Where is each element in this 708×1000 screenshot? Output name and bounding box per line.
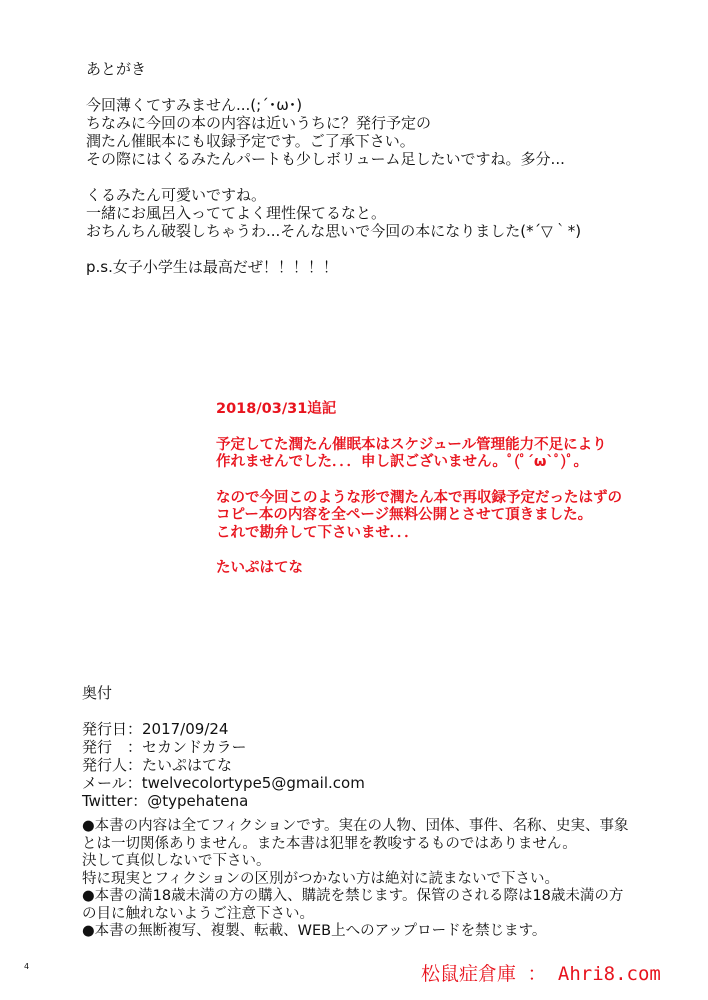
colophon-circle: 発行 ：セカンドカラー <box>82 738 247 756</box>
colophon-date: 発行日：2017/09/24 <box>82 720 229 738</box>
afterword-line: おちんちん破裂しちゃうわ...そんな思いで今回の本になりました(*´▽｀*) <box>86 222 582 240</box>
addendum-line: なので今回このような形で潤たん本で再収録予定だったはずの <box>216 489 622 506</box>
afterword-line: くるみたん可愛いですね。 <box>86 186 267 204</box>
addendum-note <box>216 401 622 578</box>
disclaimer-section <box>82 818 629 941</box>
page-number: 4 <box>24 962 30 971</box>
colophon-twitter: Twitter：@typehatena <box>82 792 249 810</box>
postscript <box>86 258 338 276</box>
addendum-line: 予定してた潤たん催眠本はスケジュール管理能力不足により <box>216 436 607 453</box>
afterword-section <box>86 60 581 240</box>
colophon-heading: 奥付 <box>82 684 113 702</box>
colophon-email: メール：twelvecolortype5@gmail.com <box>82 774 365 792</box>
afterword-line: 今回薄くてすみません...(;´･ω･) <box>86 96 303 114</box>
addendum-signature: たいぷはてな <box>216 560 303 576</box>
disclaimer-line: の目に触れないようご注意下さい。 <box>82 905 314 922</box>
watermark-text: 松鼠症倉庫 ： Ahri8.com <box>421 963 661 985</box>
colophon-author: 発行人：たいぷはてな <box>82 756 233 774</box>
disclaimer-line: ●本書の無断複写、複製、転載、WEB上へのアップロードを禁じます。 <box>82 923 547 939</box>
disclaimer-line: とは一切関係ありません。また本書は犯罪を教唆するものではありません。 <box>82 835 577 852</box>
disclaimer-line: 決して真似しないで下さい。 <box>82 853 271 869</box>
addendum-line: 作れませんでした．．．申し訳ございません。ﾟ(ﾟ´ω`ﾟ)ﾟ。 <box>216 454 589 470</box>
postscript-text: p.s.女子小学生は最高だぜ！！！！！ <box>86 258 338 276</box>
disclaimer-line: 特に現実とフィクションの区別がつかない方は絶対に読まないで下さい。 <box>82 870 560 887</box>
afterword-line: その際にはくるみたんパートも少しボリューム足したいですね。多分... <box>86 150 565 168</box>
addendum-line: これで勘弁して下さいませ．．． <box>216 524 419 541</box>
afterword-heading: あとがき <box>86 60 147 78</box>
afterword-line: ちなみに今回の本の内容は近いうちに？発行予定の <box>86 114 432 132</box>
disclaimer-line: ●本書の内容は全てフィクションです。実在の人物、団体、事件、名称、史実、事象 <box>82 818 629 834</box>
colophon-section <box>82 684 365 810</box>
addendum-line: コピー本の内容を全ページ無料公開とさせて頂きました。 <box>216 507 593 523</box>
afterword-line: 潤たん催眠本にも収録予定です。ご了承下さい。 <box>86 132 415 150</box>
disclaimer-line: ●本書の満18歳未満の方の購入、購読を禁じます。保管のされる際は18歳未満の方 <box>82 888 624 904</box>
afterword-line: 一緒にお風呂入っててよく理性保てるなと。 <box>86 204 387 222</box>
addendum-date: 2018/03/31追記 <box>216 401 337 417</box>
